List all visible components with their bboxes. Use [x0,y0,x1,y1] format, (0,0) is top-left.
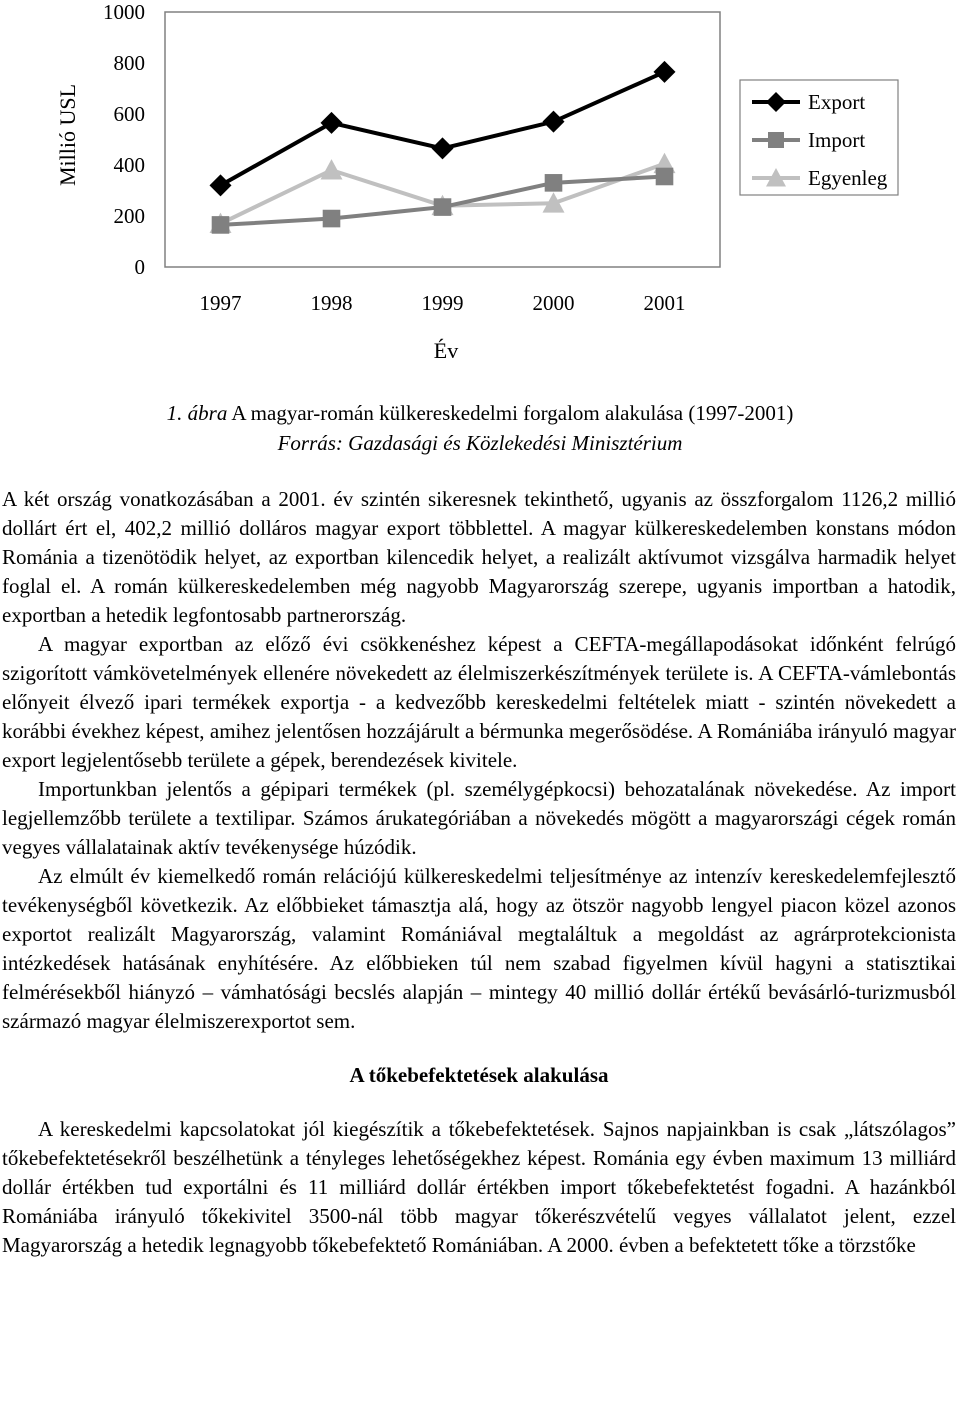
legend-label: Export [808,90,866,114]
section-paragraph: A kereskedelmi kapcsolatokat jól kiegészítik a tőkebefektetések. Sajnos napjainkban is csak „látszólagos” tőkebefektetésekről beszélhetünk a tényleges lehetőségekhez képest. Románia egy évben maximum 13 milliárd dollár értékben tud exportálni és 11 milliárd dollár értékben import tőkebefektetést fogadni. A hazánkból Romániába irányuló tőkekivitel 3500-nál több magyar tőkerészvételű vegyes vállalatot jelent, ezzel Magyarország a hetedik legnagyobb tőkebefektető Romániában. A 2000. évben a befektetett tőke a törzstőke [2,1117,956,1257]
caption-title: A magyar-román külkereskedelmi forgalom alakulása (1997-2001) [231,401,794,425]
x-tick-label: 2000 [532,291,575,315]
x-tick-label: 1998 [310,291,353,315]
figure-caption [0,398,960,458]
x-axis-ticks [200,291,686,315]
y-tick-label: 0 [134,255,145,279]
x-tick-label: 2001 [643,291,686,315]
line-chart [0,0,960,380]
x-axis-label: Év [433,338,459,363]
y-tick-label: 400 [113,153,145,177]
y-axis-ticks [103,0,145,279]
section-heading: A tőkebefektetések alakulása [349,1063,609,1087]
caption-number: 1. [166,401,183,425]
data-point-import [545,174,563,192]
caption-label: ábra [187,401,228,425]
data-point-import [323,210,341,228]
caption-source: Forrás: Gazdasági és Közlekedési Minisztérium [277,431,683,455]
y-tick-label: 800 [113,51,145,75]
y-tick-label: 1000 [103,0,145,24]
data-point-import [212,216,230,234]
legend-marker [768,132,784,148]
article-body [2,485,956,1260]
x-tick-label: 1997 [199,291,242,315]
data-point-import [656,168,674,186]
paragraph-1: A két ország vonatkozásában a 2001. év szintén sikeresnek tekinthető, ugyanis az összforgalom 1126,2 millió dollárt ért el, 402,2 millió dolláros magyar export többlettel. A magyar külkereskedelemben konstans módon Románia a tizenötödik helyet, az exportban kilencedik helyet, a realizált aktívumot vizsgálva harmadik helyet foglal el. A román külkereskedelemben még nagyobb Magyarország szerepe, ugyanis importban a hatodik, exportban a hetedik legfontosabb partnerország. [2,487,956,627]
caption-title-line [0,398,960,428]
legend-label: Egyenleg [808,166,888,190]
paragraph-2: A magyar exportban az előző évi csökkenéshez képest a CEFTA-megállapodásokat időnként felrúgó szigorított vámkövetelmények ellenére növekedett az élelmiszerkészítmények területe is. A CEFTA-vámlebontás előnyeit élvező ipari termékek exportja - a kedvezőbb kereskedelmi feltételek miatt - szintén növekedett a korábbi évekhez képest, amihez jelentősen hozzájárult a bérmunka megerősödése. A Romániába irányuló magyar export legjelentősebb területe a gépek, berendezések kivitele. [2,632,956,772]
paragraph-3: Importunkban jelentős a gépipari termékek (pl. személygépkocsi) behozatalának növekedése. Az import legjellemzőbb területe a textilipar. Számos árukategóriában a növekedés mögött a magyarországi cégek román vegyes vállalatainak aktív tevékenysége húzódik. [2,777,956,859]
y-tick-label: 600 [113,102,145,126]
legend-label: Import [808,128,866,152]
y-tick-label: 200 [113,204,145,228]
y-axis-label: Millió USL [55,83,80,187]
legend [740,80,898,195]
paragraph-4: Az elmúlt év kiemelkedő román relációjú külkereskedelmi teljesítménye az intenzív kereskedelemfejlesztő tevékenységből következik. Az előbbieket támasztja alá, hogy az ötször nagyobb lengyel piacon közel azonos exportot realizált Magyarország, valamint Romániával megtaláltuk a megoldást az agrárprotekcionista intézkedések hatásának enyhítésére. Az előbbieken túl nem szabad figyelmen kívül hagyni a statisztikai felmérésekből hiányzó – vámhatósági becslés alapján – mintegy 40 millió dollár értékű bevásárló-turizmusból származó magyar élelmiszerexportot sem. [2,864,956,1033]
x-tick-label: 1999 [421,291,464,315]
data-point-import [434,198,452,216]
